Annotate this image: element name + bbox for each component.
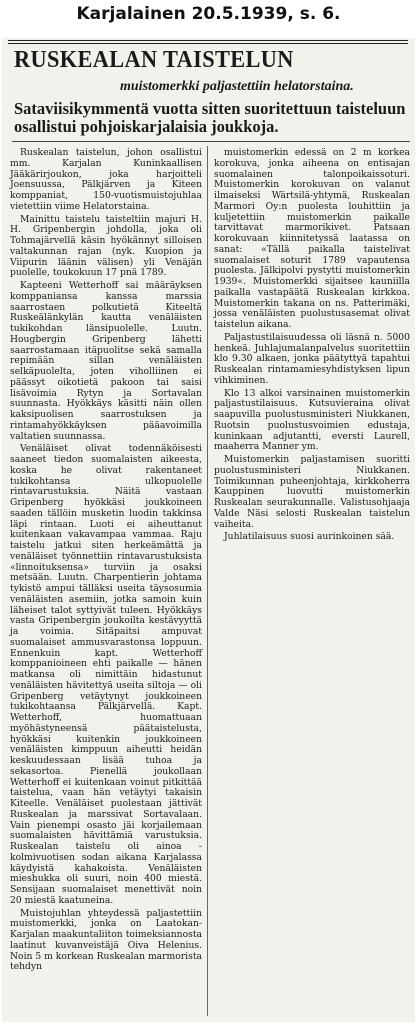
paragraph: Klo 13 alkoi varsinainen muistomerkin paljastustilaisuus. Kutsuvieraina olivat saapuvilla puolustusministeri Niukkanen, Ruotsin puolustusvoimien edustaja, kuninkaan adjutantti, eversti Laurell, maaherra Manner ym. <box>214 387 410 453</box>
article-deck: Sataviisikymmentä vuotta sitten suoritettuun taisteluun osallistui pohjoiskarjalaisia joukkoja. <box>14 99 406 136</box>
paragraph: Juhlatilaisuus suosi aurinkoinen sää. <box>224 531 395 543</box>
paragraph: Kapteeni Wetterhoff sai määräyksen komppaniansa kanssa marssia saarrostaen polkutietä Kiteeltä Ruskeälänkylän kautta venäläisten tukikohdan länsipuolelle. Luutn. Hougbergin Gripenberg lähetti saarrostamaan itäpuolitse sekä samalla repimään sillan venäläisten selkäpuolelta, joten viholliinen ei päässyt oikotietä pakoon tai saisi lisävoimia Rytyn ja Sortavalan suunnasta. Hyökkäys käsitti näin ollen kaksipuolisen saarrostuksen ja rintamahyökkäyksen pääavoimilla valtatien suunnassa. <box>10 280 202 442</box>
paragraph: Ruskealan taistelun, johon osallistui mm. Karjalan Kuninkaallisen Jääkärirjoukon, joka harjoitteli Joensuussa, Pälkjärven ja Kiteen komppaniat, 150-vuotismuistojuhlaa vietettiin viime Helatorstaina. <box>10 147 202 212</box>
paragraph: Paljastustilaisuudessa oli läsnä n. 5000 henkeä. Juhlajumalanpalvelus suoritettiin klo 9.30 alkaen, jonka päätyttyä tapahtui Ruskealan rintamamiesyhdistyksen lipun vihkiminen. <box>214 331 410 386</box>
newspaper-clipping <box>2 38 415 1022</box>
left-column <box>10 148 202 975</box>
clipping-caption: Karjalainen 20.5.1939, s. 6. <box>76 4 341 24</box>
paragraph: muistomerkin edessä on 2 m korkea korokuva, jonka aiheena on entisajan suomalainen talonpoikaissoturi. Muistomerkin korokuvan on valanut ilmaiseksi Wärtsilä-yhtymä, Ruskealan Marmori Oy:n puolesta louhittiin ja kuljetettiin muistomerkin paikalle tarvittavat marmorikivet. Patsaan korokuvaan kiinnitetyssä laatassa on sanat: «Tällä paikalla taistelivat suomalaiset soturit 1789 vapautensa puolesta. Jälkipolvi pystytti muistomerkin 1939«. Muistomerkki sijaitsee kauniilla paikalla vastapäätä Ruskealan kirkkoa. Muistomerkin takana on ns. Patterimäki, jossa venäläisten puolustusasemat olivat taistelun aikana. <box>214 147 410 330</box>
article-subheadline: muistomerkki paljastettiin helatorstaina. <box>120 79 354 94</box>
deck-divider <box>12 141 410 142</box>
top-rule <box>8 40 408 41</box>
top-rule-double <box>8 43 408 44</box>
right-column <box>214 148 410 545</box>
paragraph: Muistojuhlan yhteydessä paljastettiin muistomerkki, jonka on Laatokan-Karjalan maakuntaliiton toimeksiannosta laatinut kuvanveistäjä Oiva Helenius. Noin 5 m korkean Ruskealan marmorista tehdyn <box>10 907 202 973</box>
paragraph: Mainittu taistelu taisteltiin majuri H. H. Gripenbergin johdolla, joka oli Tohmajärvellä käsin hyökännyt silloisen valtakunnan rajan (nyk. Kuopion ja Viipurin läänin välisen) yli Venäjän puolelle, toukokuun 17 pnä 1789. <box>10 213 202 279</box>
paragraph: Muistomerkin paljastamisen suoritti puolustusministeri Niukkanen. Toimikunnan puheenjohtaja, kirkkoherra Kauppinen luovutti muistomerkin Ruskealan seurakunnalle. Valistusohjaaja Valde Näsi selosti Ruskealan taistelun vaiheita. <box>214 454 410 530</box>
column-divider <box>207 146 208 1016</box>
paragraph: Venäläiset olivat todennäköisesti saaneet tiedon suomalaisten aikeesta, koska he olivat rakentaneet tukikohtansa ulkopuolelle rintavarustuksia. Näitä vastaan Gripenberg hyökkäsi joukkoineen saaden tällöin musketin luodin takkinsa läpi rintaan. Luoti ei aiheuttanut kuitenkaan vakavampaa vammaa. Raju taistelu jatkui siten herkeämättä ja venäläiset työnnettiin rintavarustuksista «linnoituksensa» turviin ja osaksi metsään. Luutn. Charpentierin johtama tykistö ampui tälläksi useita täysosumia venäläisten asemiin, jotka samoin kuin läheiset talot syttyivät tuleen. Hyökkäys vasta Gripenbergin joukoilta kestävyyttä ja voimia. Sitäpaitsi ampuvat suomalaiset ammusvarastonsa loppuun. Ennenkuin kapt. Wetterhoff komppanioineen ehti paikalle — hänen matkansa oli nimittäin hidastunut venäläisten hävitettyä useita siltoja — oli Gripenberg vetäytynyt joukkoineen tukikohtaansa Pälkjärvellä. Kapt. Wetterhoff, huomattuaan myöhästyneensä päätaistelusta, hyökkäsi kuitenkin joukkoineen venäläisten kimppuun aiheutti heidän keskuudessaan lisää tuhoa ja sekasortoa. Pienellä joukollaan Wetterhoff ei kuitenkaan voinut pitkittää taistelua, vaan hän vetäytyi takaisin Kiteelle. Venäläiset puolestaan jättivät Ruskealan ja marssivat Sortavalaan. Vain pienempi osasto jäi korjailemaan suomalaisten hävittämiä varustuksia. Ruskealan taistelu oli ainoa -kolmivuotisen sodan aikana Karjalassa käydyistä kahakoista. Venäläisten mieshukka oli suuri, noin 400 miestä. Sensijaan suomalaiset menettivät noin 20 miestä kaatuneina. <box>10 443 202 906</box>
article-headline: RUSKEALAN TAISTELUN <box>14 47 294 73</box>
